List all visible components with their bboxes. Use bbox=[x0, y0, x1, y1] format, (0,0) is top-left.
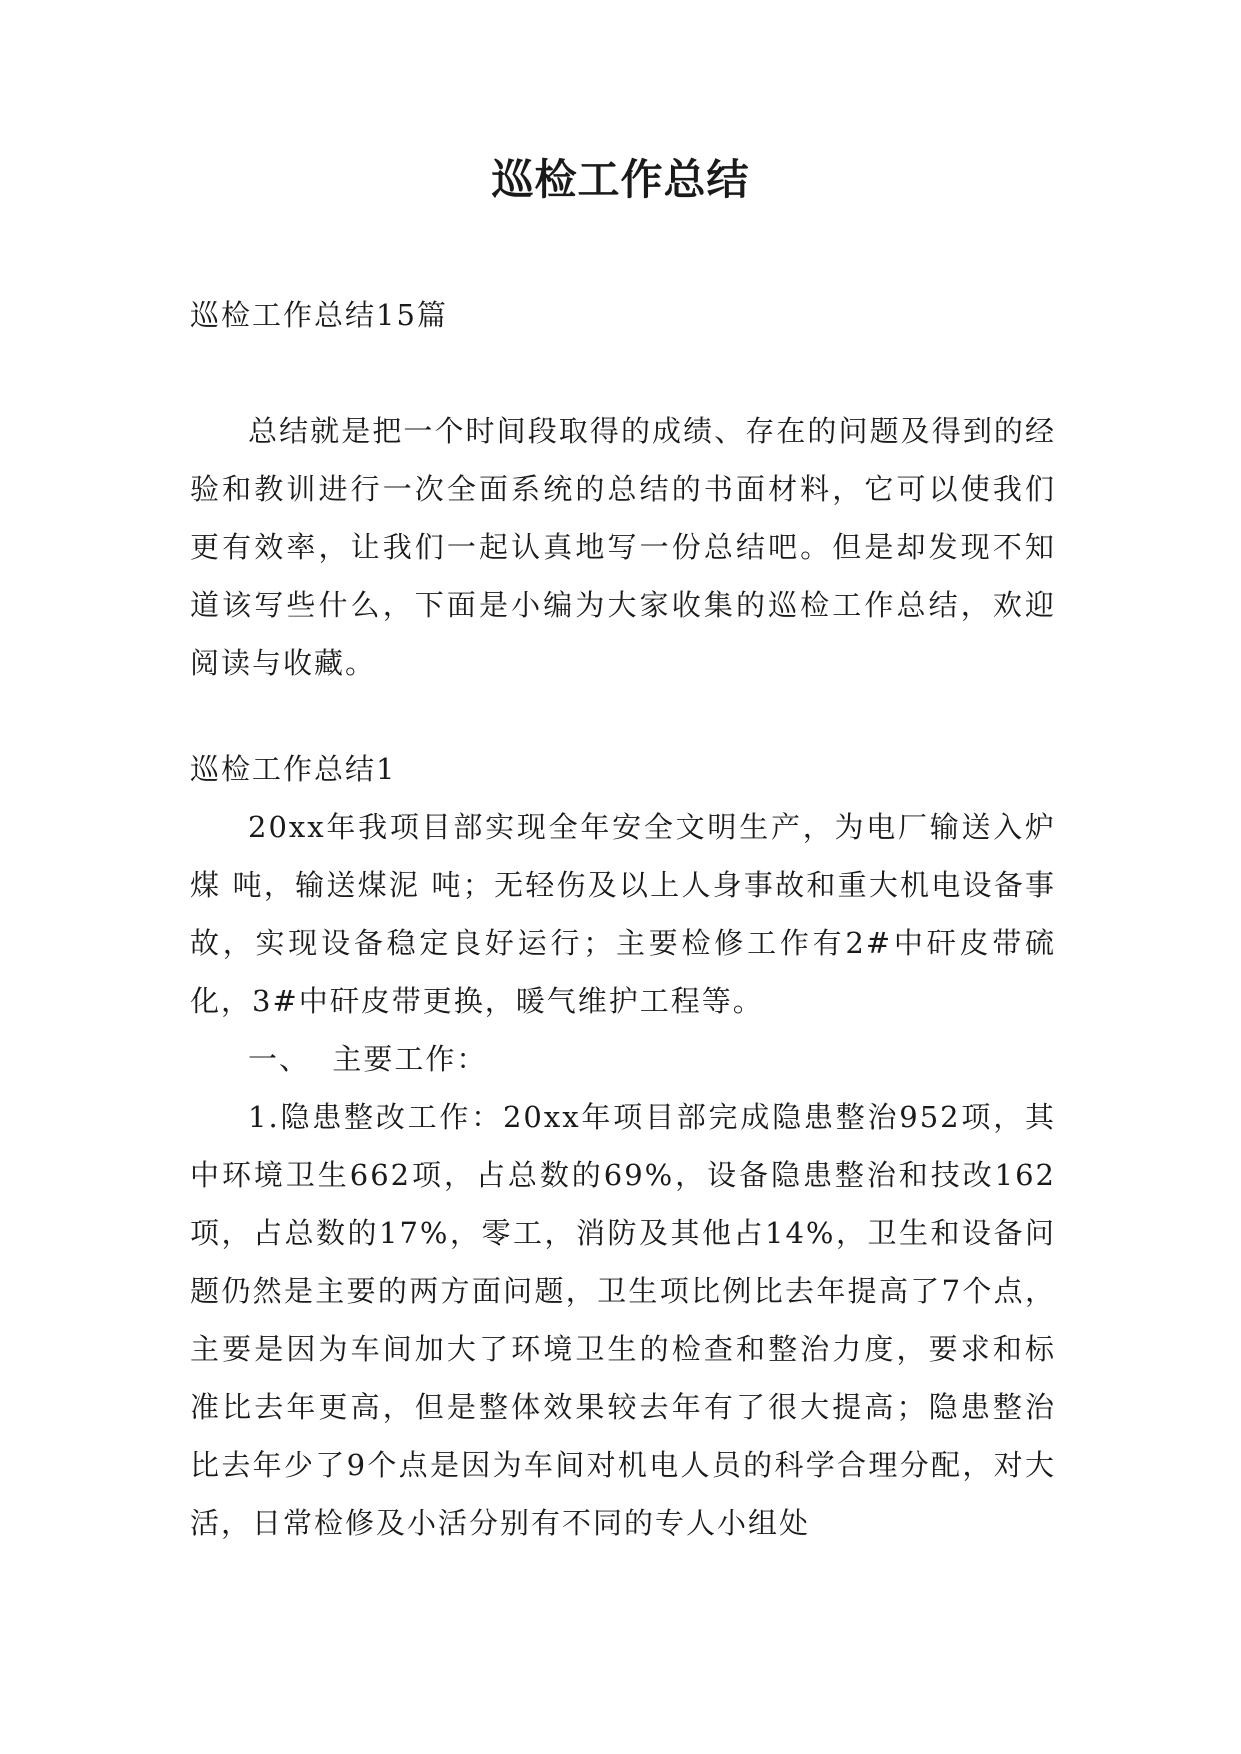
spacer bbox=[190, 344, 1056, 402]
document-subtitle: 巡检工作总结15篇 bbox=[190, 298, 448, 332]
document-body bbox=[190, 286, 1056, 1552]
spacer bbox=[190, 692, 1056, 740]
list-heading: 一、 主要工作： bbox=[248, 1042, 488, 1076]
intro-paragraph: 总结就是把一个时间段取得的成绩、存在的问题及得到的经验和教训进行一次全面系统的总结的书面材料，它可以使我们更有效率，让我们一起认真地写一份总结吧。但是却发现不知道该写些什么，下面是小编为大家收集的巡检工作总结，欢迎阅读与收藏。 bbox=[190, 414, 1056, 680]
list-item-1: 1.隐患整改工作：20xx年项目部完成隐患整治952项，其中环境卫生662项，占总数的69%，设备隐患整治和技改162项，占总数的17%，零工，消防及其他占14%，卫生和设备问题仍然是主要的两方面问题，卫生项比例比去年提高了7个点，主要是因为车间加大了环境卫生的检查和整治力度，要求和标准比去年更高，但是整体效果较去年有了很大提高；隐患整治比去年少了9个点是因为车间对机电人员的科学合理分配，对大活，日常检修及小活分别有不同的专人小组处 bbox=[190, 1100, 1056, 1540]
section-paragraph: 20xx年我项目部实现全年安全文明生产，为电厂输送入炉煤 吨，输送煤泥 吨；无轻伤及以上人身事故和重大机电设备事故，实现设备稳定良好运行；主要检修工作有2#中矸皮带硫化，3#中矸皮带更换，暖气维护工程等。 bbox=[190, 810, 1056, 1018]
document-title: 巡检工作总结 bbox=[491, 155, 750, 204]
section-heading: 巡检工作总结1 bbox=[190, 752, 397, 786]
